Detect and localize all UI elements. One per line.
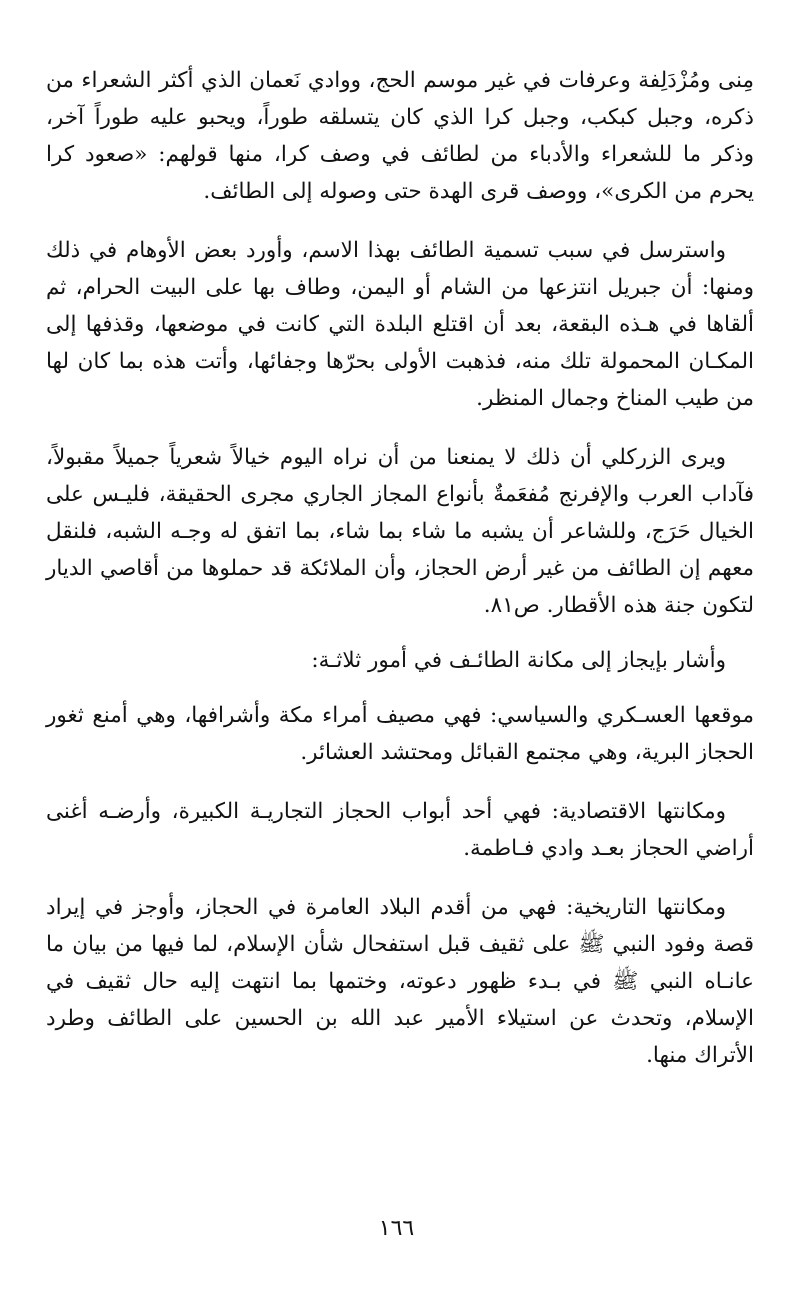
page-number: ١٦٦ [378, 1216, 415, 1241]
paragraph-6: ومكانتها الاقتصادية: فهي أحد أبواب الحجاز التجاريـة الكبيرة، وأرضـه أغنى أراضي الحجاز بعـد وادي فـاطمة. [46, 799, 754, 861]
page-body [46, 62, 754, 1074]
paragraph-7: ومكانتها التاريخية: فهي من أقدم البلاد العامرة في الحجاز، وأوجز في إيراد قصة وفود النبي ﷺ على ثقيف قبل استفحال شأن الإسلام، لما فيها من بيان ما عانـاه النبي ﷺ في بـدء ظهور دعوته، وختمها بما انتهت إليه حال ثقيف في الإسلام، وتحدث عن استيلاء الأمير عبد الله بن الحسين على الطائف وطرد الأتراك منها. [46, 895, 754, 1068]
paragraph-2: واسترسل في سبب تسمية الطائف بهذا الاسم، وأورد بعض الأوهام في ذلك ومنها: أن جبريل انتزعها من الشام أو اليمن، وطاف بها على البيت الحرام، ثم ألقاها في هـذه البقعة، بعد أن اقتلع البلدة التي كانت في موضعها، وقذفها إلى المكـان المحمولة تلك منه، فذهبت الأولى بحرّها وجفائها، وأتت هذه بما كان لها من طيب المناخ وجمال المنظر. [46, 238, 754, 411]
paragraph-5: موقعها العسـكري والسياسي: فهي مصيف أمراء مكة وأشرافها، وهي أمنع ثغور الحجاز البرية، وهي مجتمع القبائل ومحتشد العشائر. [46, 703, 754, 765]
paragraph-4: وأشار بإيجاز إلى مكانة الطائـف في أمور ثلاثـة: [311, 648, 726, 673]
paragraph-1: مِنى ومُزْدَلِفة وعرفات في غير موسم الحج، ووادي نَعمان الذي أكثر الشعراء من ذكره، وجبل كبكب، وجبل كرا الذي كان يتسلقه طوراً، ويحبو عليه طوراً آخر، وذكر ما للشعراء والأدباء من لطائف في وصف كرا، منها قولهم: «صعود كرا يحرم من الكرى»، ووصف قرى الهدة حتى وصوله إلى الطائف. [46, 68, 754, 204]
paragraph-3: ويرى الزركلي أن ذلك لا يمنعنا من أن نراه اليوم خيالاً شعرياً جميلاً مقبولاً، فآداب العرب والإفرنج مُفعَمةٌ بأنواع المجاز الجاري مجرى الحقيقة، فليـس على الخيال حَرَج، وللشاعر أن يشبه ما شاء بما شاء، بما اتفق له وجـه الشبه، فلنقل معهم إن الطائف من غير أرض الحجاز، وأن الملائكة قد حملوها من أقاصي الديار لتكون جنة هذه الأقطار. ص٨١. [46, 445, 754, 618]
